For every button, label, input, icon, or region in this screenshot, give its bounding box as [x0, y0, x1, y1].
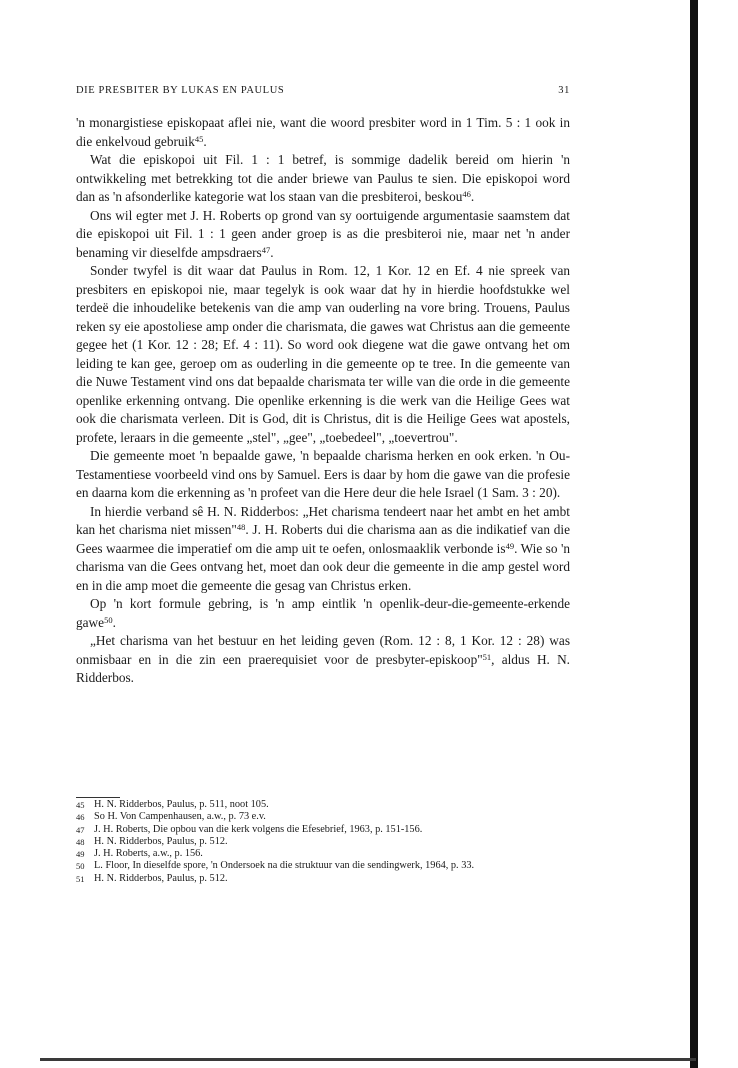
paragraph-7: Op 'n kort formule gebring, is 'n amp eintlik 'n openlik-deur-die-gemeente-erkende gawe$^{50}$. [76, 596, 570, 630]
footnote-text: H. N. Ridderbos, Paulus, p. 511, noot 105. [94, 799, 269, 810]
paragraph-6: In hierdie verband sê H. N. Ridderbos: „Het charisma tendeert naar het ambt en het ambt kan het charisma niet missen"$^{48}$. J. H. Roberts dui die charisma aan as die indikatief van die Gees waarmee die imperatief om die amp uit te oefen, onlosmaaklik verbonde $is^{49}$. Wie so 'n charisma van die Gees ontvang het, moet dan ook deur die gemeente in die amp gestel word en in die amp moet die gemeente die gesag van Christus erken. [76, 503, 571, 593]
footnote-text: J. H. Roberts, a.w., p. 156. [94, 848, 203, 860]
page-number: 31 [558, 85, 570, 96]
footnote-text: L. Floor, In dieselfde spore, 'n Ondersoek na die struktuur van die sendingwerk, 1964, p. 33. [94, 860, 475, 872]
footnote-46 [76, 811, 570, 823]
footnotes [76, 799, 570, 885]
footnote-number: 47 [76, 824, 85, 835]
footnote-text: J. H. Roberts, Die opbou van die kerk volgens die Efesebrief, 1963, p. 151-156. [94, 823, 423, 835]
running-header [76, 85, 570, 96]
paragraph-4: Sonder twyfel is dit waar dat Paulus in Rom. 12, 1 Kor. 12 en Ef. 4 nie spreek van presbiters en episkopoi nie, maar tegelyk is ook waar dat hy in hierdie hoofdstukke wel terdeë die inhoudelike betekenis van die amp van ouderling na vore bring. Trouens, Paulus reken sy eie apostoliese amp onder die charismata, die gawes wat Christus aan die gemeente gegee het (1 Kor. 12 : 28; Ef. 4 : 11). So word ook diegene wat die gawe ontvang het om leiding te kan gee, geroep om as ouderling in die gemeente op te tree. In die gemeente van die Nuwe Testament vind ons dat bepaalde charismata ter wille van die orde in die gemeente openlike erkenning ontvang. Die openlike erkenning is die werk van die Heilige Gees wat ook die charismata verleen. Dit is God, dit is Christus, dit is die Heilige Gees wat apostels, profete, leraars in die gemeente „stel", „gee", „toebedeel", „toevertrou". [76, 263, 570, 445]
footnote-number: 51 [76, 873, 85, 884]
footnote-number: 50 [76, 861, 85, 872]
footnote-number: 46 [76, 812, 85, 823]
footnote-51 [76, 873, 570, 885]
footnote-ref-46: 46 [462, 189, 471, 199]
footnote-number: 48 [76, 836, 85, 847]
page-bottom-edge [40, 1058, 696, 1061]
footnote-text: H. N. Ridderbos, Paulus, p. 512. [94, 835, 228, 847]
body-text [76, 114, 570, 688]
paragraph-8: „Het charisma van het bestuur en het leiding geven (Rom. 12 : 8, 1 Kor. 12 : 28) was onmisbaar en in die zin een praerequisiet voor de presbyter-episkoop"$^{51}$, aldus H. N. Ridderbos. [76, 633, 571, 685]
footnote-text: So H. Von Campenhausen, a.w., p. 73 e.v. [94, 811, 266, 823]
footnote-ref-51: 51 [482, 651, 492, 662]
footnote-text: H. N. Ridderbos, Paulus, p. 512. [94, 872, 228, 884]
footnote-45 [76, 799, 570, 811]
paragraph-2: Wat die episkopoi uit Fil. 1 : 1 betref, is sommige dadelik bereid om hierin 'n ontwikkeling met betrekking tot die ander briewe van Paulus te sien. Die episkopoi word dan as 'n afsonderlike kategorie wat los staan van die presbiteroi, beskou$^{46}$. [76, 152, 570, 204]
footnote-ref-47: 47 [261, 244, 271, 255]
footnote-47 [76, 824, 570, 836]
page-edge-shadow [690, 0, 698, 1068]
footnote-ref-48: 48 [236, 522, 246, 532]
footnote-49 [76, 848, 570, 860]
running-title: DIE PRESBITER BY LUKAS EN PAULUS [76, 85, 285, 96]
paragraph-3: Ons wil egter met J. H. Roberts op grond van sy oortuigende argumentasie saamstem dat die episkopoi uit Fil. 1 : 1 geen ander groep is as die presbiteroi nie, maar net 'n ander benaming vir dieselfde ampsdraers$^{47}$. [76, 207, 570, 260]
footnote-number: 49 [76, 849, 85, 860]
footnote-rule [76, 797, 120, 798]
footnote-ref-45: 45 [194, 133, 204, 144]
footnote-number: 45 [76, 800, 85, 810]
paragraph-1: 'n monargistiese episkopaat aflei nie, want die woord presbiter word in 1 Tim. 5 : 1 ook in die enkelvoud gebruik$^{45}$. [76, 115, 570, 149]
footnote-50 [76, 860, 570, 872]
footnote-ref-50: 50 [104, 614, 113, 625]
footnote-48 [76, 836, 570, 848]
footnote-ref-49: 49 [505, 540, 515, 551]
paragraph-5: Die gemeente moet 'n bepaalde gawe, 'n bepaalde charisma herken en ook erken. 'n Ou-Testamentiese voorbeeld vind ons by Samuel. Eers is daar by hom die gawe van die profesie en daarna kom die erkenning as 'n profeet van die Here deur die hele Israel (1 Sam. 3 : 20). [76, 448, 570, 500]
